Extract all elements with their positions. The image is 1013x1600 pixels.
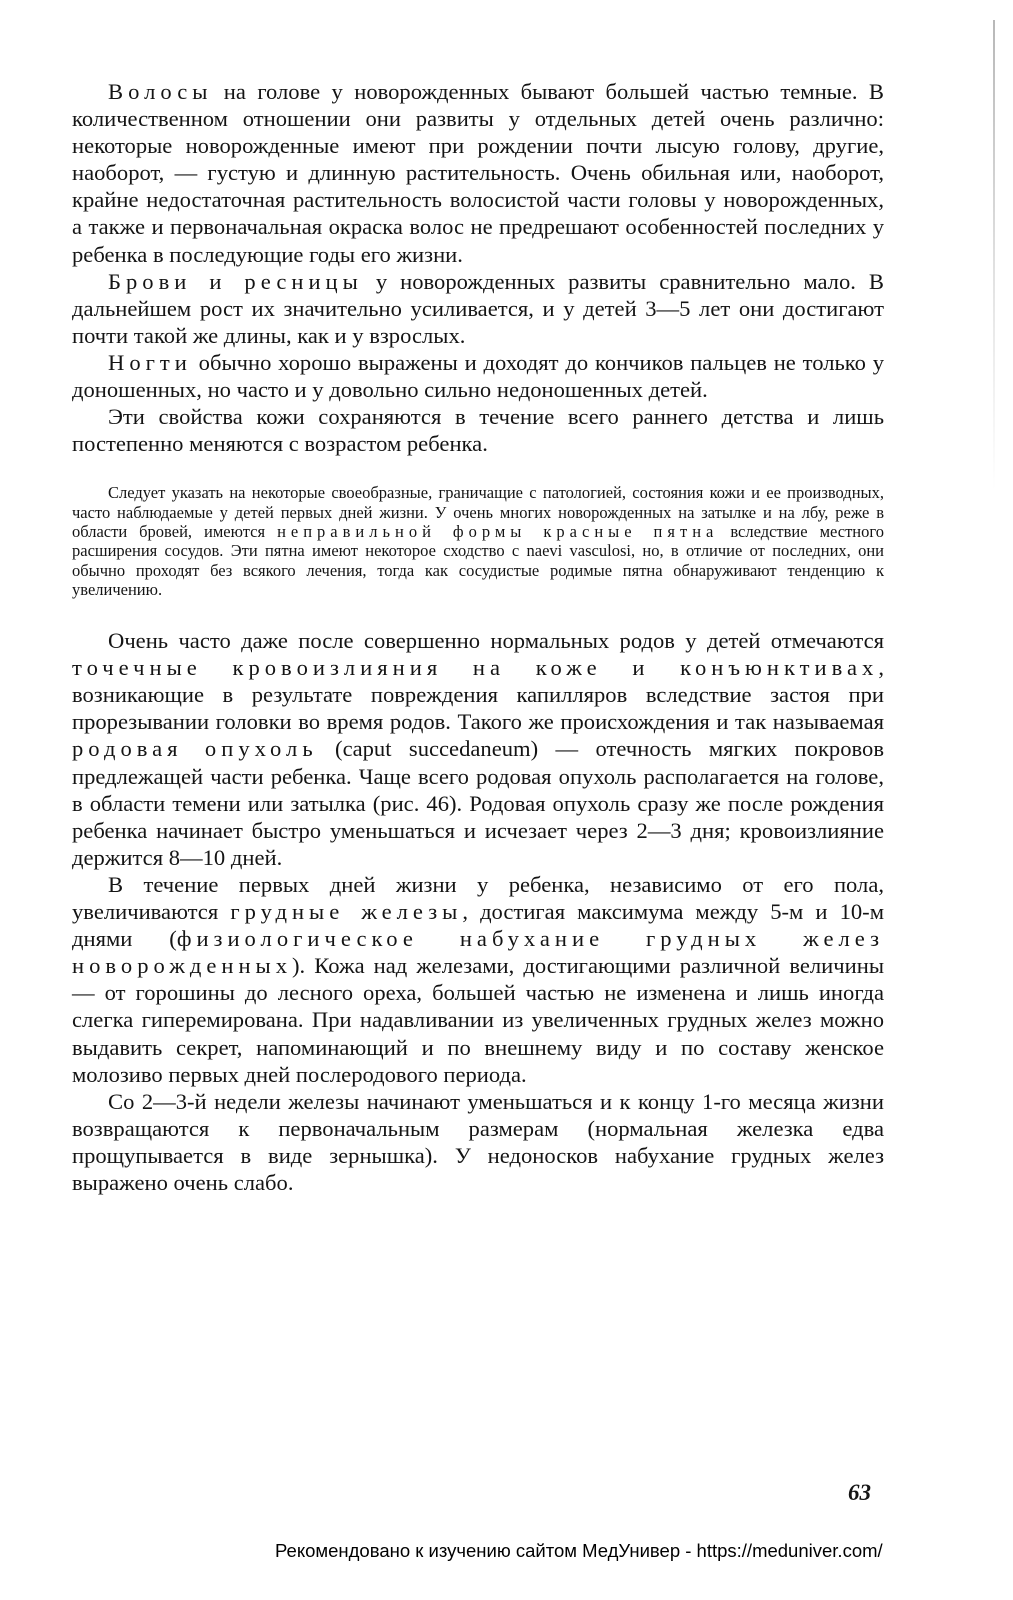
small-print-note (72, 483, 884, 599)
term-mammary-glands: грудные железы (230, 899, 463, 925)
p5-text-1: Очень часто даже после совершенно нормальных родов у детей отмечаются (108, 628, 884, 654)
term-hair: Волосы (108, 79, 213, 104)
paragraph-hemorrhages (72, 627, 884, 871)
p5-text-3: (caput succedaneum) — отечность мягких покровов предлежащей части ребенка. Чаще всего родовая опухоль располагается на голове, в области темени или затылка (рис. 46). Родовая опухоль сразу же после рождения ребенка начинает быстро уменьшаться и исчезает через 2—3 дня; кровоизлияние держится 8—10 дней. (72, 736, 884, 870)
p6-text-2: , достигая максимума между 5-м и 10-м днями ( (72, 899, 884, 952)
scan-edge-shadow (993, 20, 995, 490)
p5-text-2: , возникающие в результате повреждения капилляров вследствие застоя при прорезывании головки во время родов. Такого же происхождения и так называемая (72, 655, 884, 735)
paragraph-mammary-glands (72, 871, 884, 1088)
paragraph-nails (72, 349, 884, 403)
page-number: 63 (848, 1480, 871, 1505)
paragraph-brows-text: у новорожденных развиты сравнительно мало. В дальнейшем рост их значительно усиливается, и у детей 3—5 лет они достигают почти такой же длины, как и у взрослых. (72, 268, 884, 348)
note-text-1: Следует указать на некоторые своеобразные, граничащие с патологией, состояния кожи и ее производных, часто наблюдаемые у детей первых дней жизни. У очень многих новорожденных на затылке и на лбу, реже в области бровей, имеются (72, 483, 884, 541)
paragraph-hair-text: на голове у новорожденных бывают большей частью темные. В количественном отношении они развиты у отдельных детей очень различно: некоторые новорожденные имеют при рождении почти лысую голову, другие, наоборот, — густую и длинную растительность. Очень обильная или, наоборот, крайне недостаточная растительность волосистой части головы у новорожденных, а также и первоначальная окраска волос не предрешают особенностей последних у ребенка в последующие годы его жизни. (72, 79, 884, 267)
note-text-2: вследствие местного расширения сосудов. Эти пятна имеют некоторое сходство с naevi vasculosi, но, в отличие от последних, они обычно проходят без всякого лечения, тогда как сосудистые родимые пятна обнаруживают тенденцию к увеличению. (72, 521, 884, 599)
term-nails: Ногти (108, 349, 192, 375)
note-term-red-spots: неправильной формы красные пятна (277, 521, 719, 541)
paragraph-glands-decrease: Со 2—3-й недели железы начинают уменьшаться и к концу 1-го месяца жизни возвращаются к первоначальным размерам (нормальная железка едва прощупывается в виде зернышка). У недоносков набухание грудных желез выражено очень слабо. (72, 1088, 884, 1195)
footer-credit: Рекомендовано к изучению сайтом МедУнивер - https://meduniver.com/ (275, 1540, 883, 1561)
p6-text-3: ). Кожа над железами, достигающими различной величины — от горошины до лесного ореха, большей частью не изменена и лишь иногда слегка гиперемирована. При надавливании из увеличенных грудных желез можно выдавить секрет, напоминающий и по внешнему виду и по составу женское молозиво первых дней послеродового периода. (72, 953, 884, 1087)
p6-text-1: В течение первых дней жизни у ребенка, независимо от его пола, увеличиваются (72, 871, 884, 925)
paragraph-hair (72, 78, 884, 268)
term-hemorrhages: точечные кровоизлияния на коже и конъюнктивах (72, 655, 879, 681)
term-birth-tumor: родовая опухоль (72, 736, 318, 762)
paragraph-nails-text: обычно хорошо выражены и доходят до кончиков пальцев не только у доношенных, но часто и у довольно сильно недоношенных детей. (72, 349, 884, 403)
paragraph-brows (72, 268, 884, 349)
term-brows: Брови и ресницы (108, 268, 363, 294)
page-body (72, 78, 884, 1196)
paragraph-skin-properties: Эти свойства кожи сохраняются в течение всего раннего детства и лишь постепенно меняются с возрастом ребенка. (72, 404, 884, 457)
term-physiological-swelling: физиологическое набухание грудных желез новорожденных (72, 926, 884, 979)
